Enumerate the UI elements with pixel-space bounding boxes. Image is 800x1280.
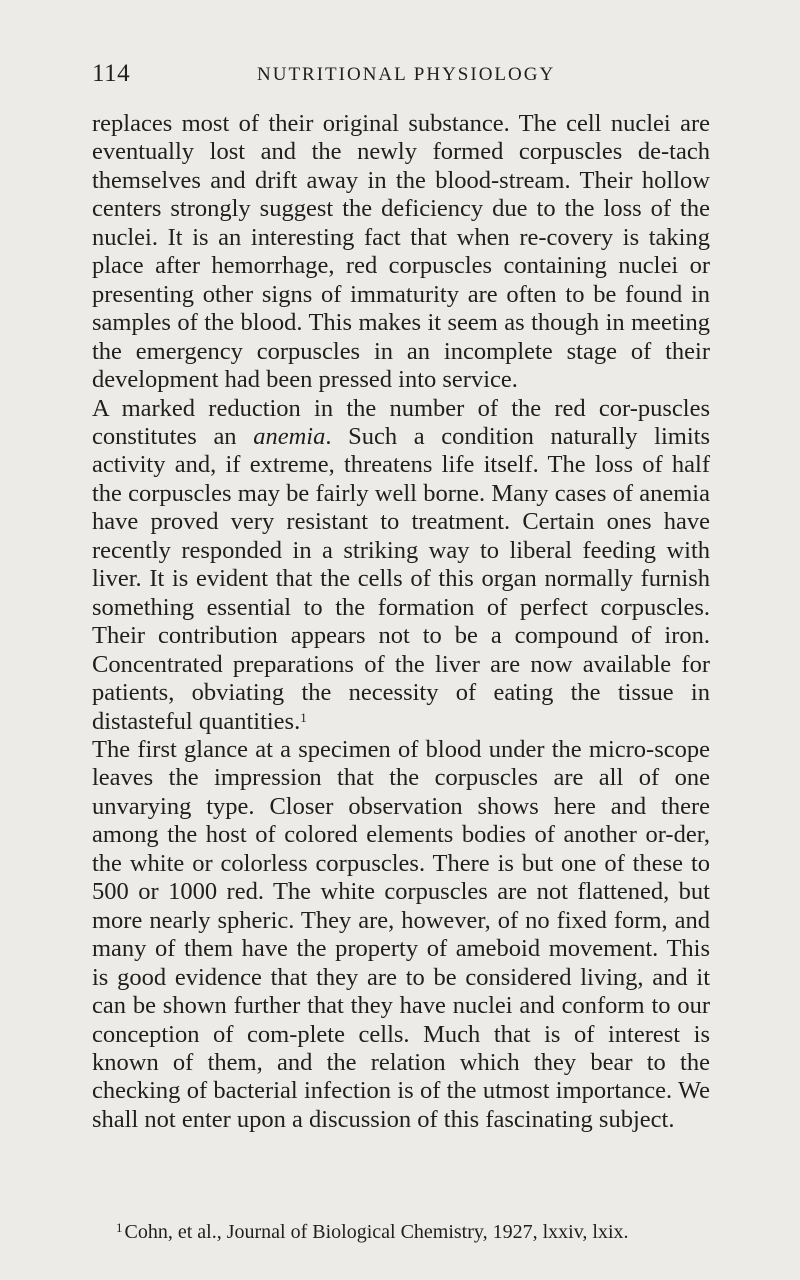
footnote-text: Cohn, et al., Journal of Biological Chemistry, 1927, lxxiv, lxix. bbox=[124, 1221, 629, 1243]
running-head: NUTRITIONAL PHYSIOLOGY bbox=[257, 64, 556, 85]
footnote-reference: 1 bbox=[300, 709, 307, 725]
paragraph-anemia bbox=[92, 395, 710, 736]
footnote bbox=[116, 1220, 716, 1244]
footnote-marker: 1 bbox=[116, 1219, 123, 1235]
anemia-text-before: A marked reduction in the number of the red cor-puscles constitutes an bbox=[92, 394, 710, 450]
anemia-text-after: . Such a condition naturally limits activity and, if extreme, threatens life itself. The loss of half the corpuscles may be fairly well borne. Many cases of anemia have proved very resistant to treatment. Certain ones have recently responded in a striking way to liberal feeding with liver. It is evident that the cells of this organ normally furnish something essential to the formation of perfect corpuscles. Their contribution appears not to be a compound of iron. Concentrated preparations of the liver are now available for patients, obviating the necessity of eating the tissue in distasteful quantities. bbox=[92, 422, 710, 735]
page-header bbox=[92, 60, 712, 90]
page-number: 114 bbox=[92, 60, 131, 87]
anemia-term: anemia bbox=[253, 422, 326, 450]
paragraph-white-corpuscles: The first glance at a specimen of blood under the micro-scope leaves the impression that the corpuscles are all of one unvarying type. Closer observation shows here and there among the host of colored elements bodies of another or-der, the white or colorless corpuscles. There is but one of these to 500 or 1000 red. The white corpuscles are not flattened, but more nearly spheric. They are, however, of no fixed form, and many of them have the property of ameboid movement. This is good evidence that they are to be considered living, and it can be shown further that they have nuclei and conform to our conception of com-plete cells. Much that is of interest is known of them, and the relation which they bear to the checking of bacterial infection is of the utmost importance. We shall not enter upon a discussion of this fascinating subject. bbox=[92, 735, 710, 1133]
body-text bbox=[92, 110, 710, 1134]
paragraph-hemorrhage-recovery: replaces most of their original substance. The cell nuclei are eventually lost and the newly formed corpuscles de-tach themselves and drift away in the blood-stream. Their hollow centers strongly suggest the deficiency due to the loss of the nuclei. It is an interesting fact that when re-covery is taking place after hemorrhage, red corpuscles containing nuclei or presenting other signs of immaturity are often to be found in samples of the blood. This makes it seem as though in meeting the emergency corpuscles in an incomplete stage of their development had been pressed into service. bbox=[92, 110, 710, 394]
